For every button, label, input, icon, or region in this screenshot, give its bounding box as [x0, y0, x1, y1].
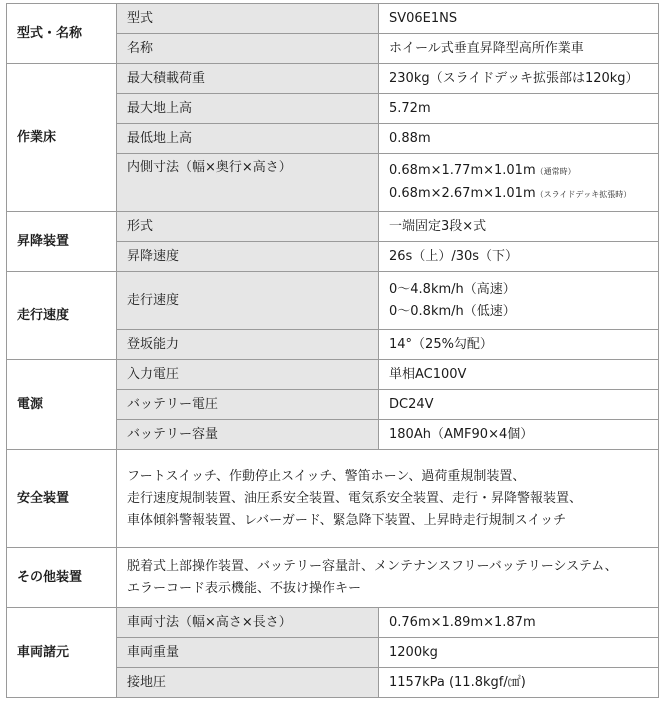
table-row — [7, 4, 659, 34]
item-label: 入力電圧 — [117, 360, 379, 390]
table-row — [7, 64, 659, 94]
item-value: 0.76m×1.89m×1.87m — [379, 608, 659, 638]
item-label: 内側寸法（幅×奥行×高さ） — [117, 154, 379, 212]
text-line: 走行速度規制装置、油圧系安全装置、電気系安全装置、走行・昇降警報装置、 — [127, 490, 583, 506]
item-label: 走行速度 — [117, 272, 379, 330]
item-label: 最大地上高 — [117, 94, 379, 124]
item-value: 230kg（スライドデッキ拡張部は120kg） — [379, 64, 659, 94]
item-value: 単相AC100V — [379, 360, 659, 390]
item-value: SV06E1NS — [379, 4, 659, 34]
item-label: 車両重量 — [117, 638, 379, 668]
spec-table — [6, 3, 659, 698]
table-row — [7, 272, 659, 330]
value-note: （通常時） — [535, 166, 576, 176]
item-value: 180Ah（AMF90×4個） — [379, 420, 659, 450]
item-value: 一端固定3段×式 — [379, 212, 659, 242]
safety-devices — [117, 450, 659, 548]
value-line: 0〜4.8km/h（高速） — [389, 281, 516, 297]
category-other: その他装置 — [7, 548, 117, 608]
item-value: 1157kPa (11.8kgf/㎠) — [379, 668, 659, 698]
category-vehicle: 車両諸元 — [7, 608, 117, 698]
item-label: 接地圧 — [117, 668, 379, 698]
category-platform: 作業床 — [7, 64, 117, 212]
item-value — [379, 154, 659, 212]
item-value: ホイール式垂直昇降型高所作業車 — [379, 34, 659, 64]
item-label: 登坂能力 — [117, 330, 379, 360]
value-line: 0〜0.8km/h（低速） — [389, 303, 516, 319]
text-line: エラーコード表示機能、不抜け操作キー — [127, 580, 362, 596]
other-devices — [117, 548, 659, 608]
item-value: 1200kg — [379, 638, 659, 668]
category-travel: 走行速度 — [7, 272, 117, 360]
item-label: バッテリー電圧 — [117, 390, 379, 420]
text-line: フートスイッチ、作動停止スイッチ、警笛ホーン、過荷重規制装置、 — [127, 468, 526, 484]
table-row — [7, 548, 659, 608]
item-label: 型式 — [117, 4, 379, 34]
item-label: 名称 — [117, 34, 379, 64]
text-line: 脱着式上部操作装置、バッテリー容量計、メンテナンスフリーバッテリーシステム、 — [127, 558, 618, 574]
item-label: バッテリー容量 — [117, 420, 379, 450]
item-value: 5.72m — [379, 94, 659, 124]
table-row — [7, 450, 659, 548]
text-line: 車体傾斜警報装置、レバーガード、緊急降下装置、上昇時走行規制スイッチ — [127, 512, 567, 528]
item-label: 車両寸法（幅×高さ×長さ） — [117, 608, 379, 638]
item-label: 昇降速度 — [117, 242, 379, 272]
value-line: 0.68m×2.67m×1.01m — [389, 185, 536, 201]
item-value: DC24V — [379, 390, 659, 420]
item-value: 14°（25%勾配） — [379, 330, 659, 360]
value-line: 0.68m×1.77m×1.01m — [389, 162, 536, 178]
item-label: 最低地上高 — [117, 124, 379, 154]
item-label: 最大積載荷重 — [117, 64, 379, 94]
category-lift: 昇降装置 — [7, 212, 117, 272]
item-label: 形式 — [117, 212, 379, 242]
category-power: 電源 — [7, 360, 117, 450]
value-note: （スライドデッキ拡張時） — [535, 189, 632, 199]
item-value: 0.88m — [379, 124, 659, 154]
table-row — [7, 360, 659, 390]
item-value — [379, 272, 659, 330]
table-row — [7, 608, 659, 638]
item-value: 26s（上）/30s（下） — [379, 242, 659, 272]
category-model: 型式・名称 — [7, 4, 117, 64]
category-safety: 安全装置 — [7, 450, 117, 548]
table-row — [7, 212, 659, 242]
